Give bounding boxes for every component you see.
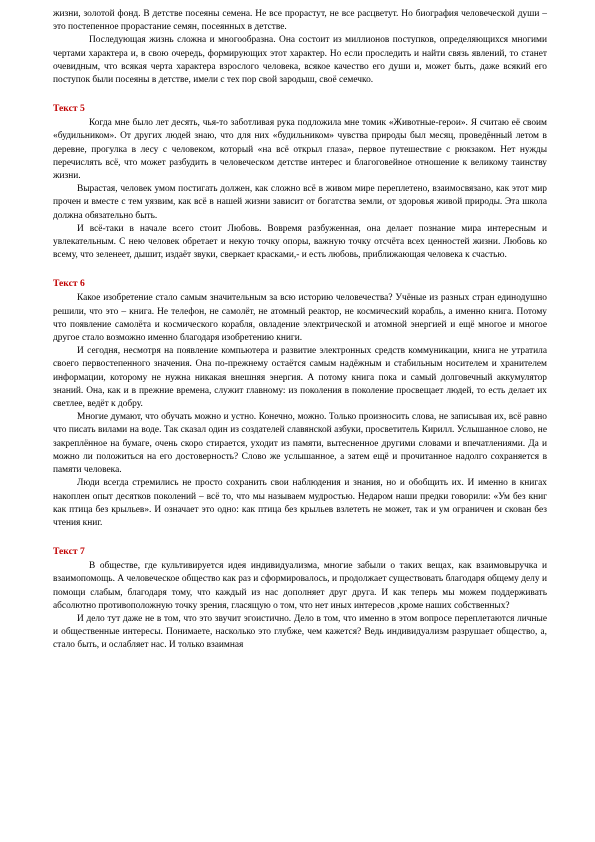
intro-paragraph-1: жизни, золотой фонд. В детстве посеяны семена. Не все прорастут, не все расцветут. Но биография человеческой души – это постепенное прорастание семян, посеянных в детстве.: [53, 9, 547, 33]
text-5-paragraph-1: Когда мне было лет десять, чья-то заботливая рука подложила мне томик «Животные-герои». Я считаю её своим «будильником». От других людей знаю, что для них «будильником» чувства природы был месяц, проведённый летом в деревне, прогулка в лесу с человеком, который «на всё открыл глаза», первое путешествие с рюкзаком. Нет нужды перечислять всё, что может разбудить в человеческом детстве интерес и благоговейное отношение к великому таинству жизни.: [53, 118, 547, 182]
text-6-paragraph-2: И сегодня, несмотря на появление компьютера и развитие электронных средств коммуникации, книга не утратила своего первостепенного значения. Она по-прежнему остаётся самым надёжным и стабильным носителем и хранителем информации, которому не нужна никакая внешняя энергия. А потому книга пока и самый долговечный аккумулятор знаний. Она, как и в прежние времена, служит главному: из поколения в поколение просвещает людей, то есть делает их светлее, ведёт к добру.: [53, 346, 547, 410]
document-page: [53, 8, 547, 653]
text-5-heading: Текст 5: [53, 103, 85, 115]
text-7-paragraph-2: И дело тут даже не в том, что это звучит эгоистично. Дело в том, что именно в этом вопросе переплетаются личные и общественные интересы. Понимаете, насколько это глубже, чем кажется? Ведь индивидуализм разрушает общество, а, стало быть, и ослабляет нас. И только взаимная: [53, 613, 547, 651]
intro-paragraph-2: Последующая жизнь сложна и многообразна. Она состоит из миллионов поступков, определяющихся многими чертами характера и, в свою очередь, формирующих этот характер. Но если проследить и найти связь явлений, то станет очевидным, что всякая черта характера взрослого человека, всякое качество его души и, может быть, даже всякий его поступок были посеяны в детстве, имели с тех пор свой зародыш, своё семечко.: [53, 35, 547, 86]
text-6-heading: Текст 6: [53, 278, 85, 290]
text-6-paragraph-3: Многие думают, что обучать можно и устно. Конечно, можно. Только произносить слова, не записывая их, всё равно что писать вилами на воде. Так сказал один из создателей славянской азбуки, просветитель Кирилл. Услышанное слово, не закреплённое на бумаге, очень скоро стирается, уходит из памяти, вытесненное другими словами и впечатлениями. Да и можно ли положиться на его достоверность? Слово же услышанное, а затем ещё и прочитанное надолго сохраняется в памяти человека.: [53, 412, 547, 476]
text-7-paragraph-1: В обществе, где культивируется идея индивидуализма, многие забыли о таких вещах, как взаимовыручка и взаимопомощь. А человеческое общество как раз и сформировалось, и продолжает существовать благодаря общему делу и помощи слабым, благодаря тому, что каждый из нас дополняет друг друга. И как теперь мы можем поддерживать абсолютно противоположную точку зрения, гласящую о том, что нет иных интересов ,кроме наших собственных?: [53, 561, 547, 611]
text-6-paragraph-4: Люди всегда стремились не просто сохранить свои наблюдения и знания, но и обобщить их. И именно в книгах накоплен опыт десятков поколений – всё то, что мы называем мудростью. Недаром наши предки говорили: «Ум без книг как птица без крыльев». И означает это одно: как птица без крыльев взлететь не может, так и ум ограничен и скован без чтения книг.: [53, 478, 547, 528]
text-5-paragraph-3: И всё-таки в начале всего стоит Любовь. Вовремя разбуженная, она делает познание мира интересным и увлекательным. С нею человек обретает и некую точку опоры, важную точку отсчёта всех ценностей жизни. Любовь ко всему, что зеленеет, дышит, издаёт звуки, сверкает красками,- и есть любовь, приближающая человека к счастью.: [53, 223, 547, 261]
text-5-paragraph-2: Вырастая, человек умом постигать должен, как сложно всё в живом мире переплетено, взаимосвязано, как этот мир прочен и вместе с тем уязвим, как всё в нашей жизни зависит от богатства земли, от здоровья живой природы. Эта школа должна обязательно быть.: [53, 184, 547, 221]
text-7-heading: Текст 7: [53, 546, 85, 558]
text-6-paragraph-1: Какое изобретение стало самым значительным за всю историю человечества? Учёные из разных стран единодушно решили, что это – книга. Не телефон, не самолёт, не атомный реактор, не космический корабль, а именно книга. Потому что появление самолёта и космического корабля, овладение электрической и атомной энергией и ещё многое и многое другое стало возможно именно благодаря изобретению книги.: [53, 293, 547, 344]
